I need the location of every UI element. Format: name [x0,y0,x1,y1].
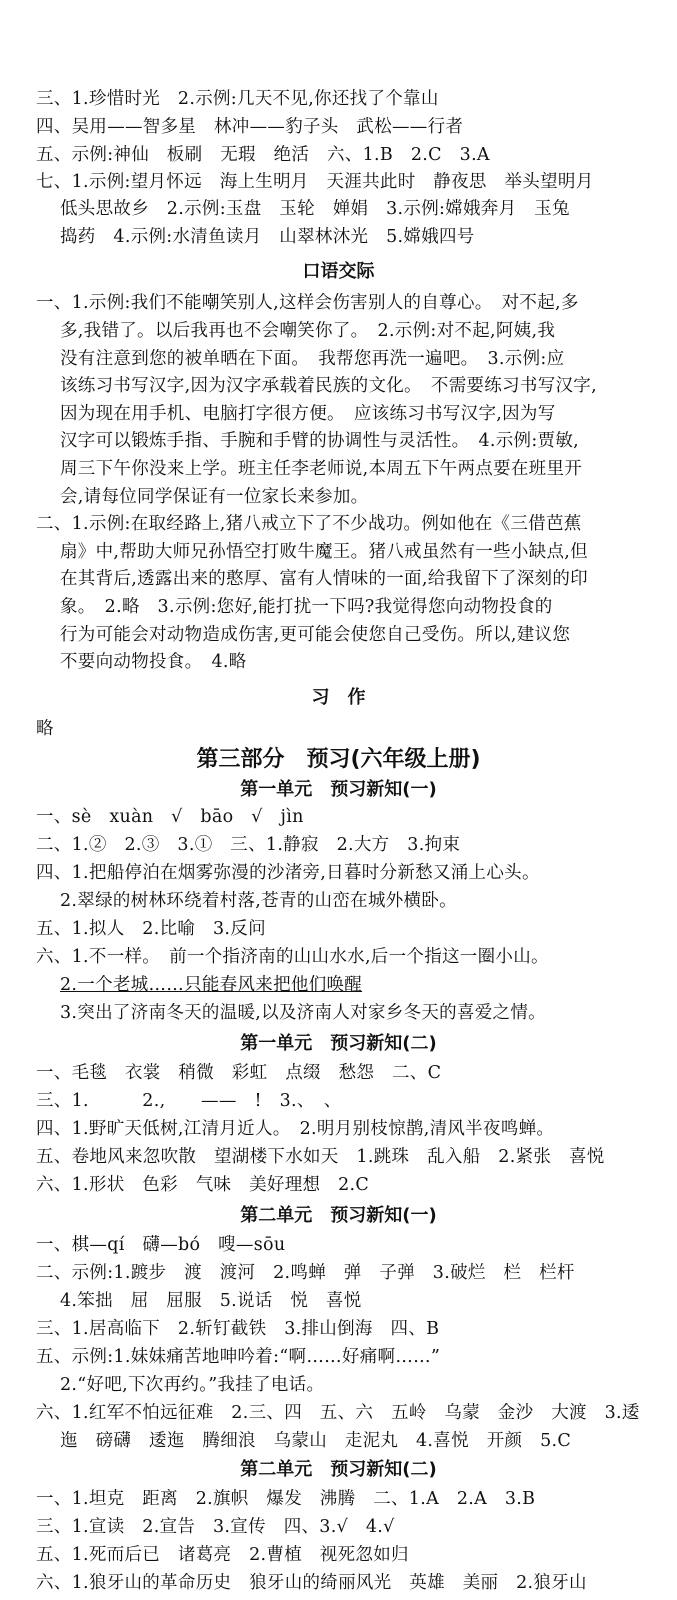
text-line: 三、1. 2., —— ! 3.、 、 [36,1091,342,1111]
text-line: 五、1.死而后已 诸葛亮 2.曹植 视死忽如归 [36,1545,409,1565]
text-line: 汉字可以锻炼手指、手腕和手臂的协调性与灵活性。 4.示例:贾敏, [60,431,580,451]
text-line: 周三下午你没来上学。班主任李老师说,本周五下午两点要在班里开 [60,459,583,479]
text-line: 一、毛毯 衣裳 稍微 彩虹 点缀 愁怨 二、C [36,1063,442,1083]
text-line: 3.突出了济南冬天的温暖,以及济南人对家乡冬天的喜爱之情。 [60,1003,546,1023]
section-heading: 口语交际 [302,261,375,282]
text-line: 低头思故乡 2.示例:玉盘 玉轮 婵娟 3.示例:嫦娥奔月 玉兔 [60,199,570,219]
text-line: 略 [36,719,54,739]
text-line: 迤 磅礴 逶迤 腾细浪 乌蒙山 走泥丸 4.喜悦 开颜 5.C [60,1431,572,1451]
text-line: 2.翠绿的树林环绕着村落,苍青的山峦在城外横卧。 [60,891,457,911]
text-line: 一、1.示例:我们不能嘲笑别人,这样会伤害别人的自尊心。 对不起,多 [36,293,579,313]
text-line: 扇》中,帮助大师兄孙悟空打败牛魔王。猪八戒虽然有一些小缺点,但 [60,542,588,562]
section-heading: 习 作 [311,687,366,708]
text-line: 五、示例:神仙 板刷 无瑕 绝活 六、1.B 2.C 3.A [36,145,490,165]
text-line: 四、吴用——智多星 林冲——豹子头 武松——行者 [36,117,464,137]
text-line: 六、1.形状 色彩 气味 美好理想 2.C [36,1175,370,1195]
text-line: 一、sè xuàn √ bāo √ jìn [36,807,304,827]
text-line: 多,我错了。以后我再也不会嘲笑你了。 2.示例:对不起,阿姨,我 [60,321,556,341]
text-line: 没有注意到您的被单晒在下面。 我帮您再洗一遍吧。 3.示例:应 [60,349,565,369]
underlined-line: 2.一个老城……只能春风来把他们唤醒 [60,975,363,995]
text-line: 4.笨拙 屈 屈服 5.说话 悦 喜悦 [60,1291,362,1311]
text-line: 不要向动物投食。 4.略 [60,652,247,672]
text-line: 一、1.坦克 距离 2.旗帜 爆发 沸腾 二、1.A 2.A 3.B [36,1489,536,1509]
text-line: 二、示例:1.踱步 渡 渡河 2.鸣蝉 弹 子弹 3.破烂 栏 栏杆 [36,1263,575,1283]
text-line: 三、1.居高临下 2.斩钉截铁 3.排山倒海 四、B [36,1319,440,1339]
text-line: 四、1.把船停泊在烟雾弥漫的沙渚旁,日暮时分新愁又涌上心头。 [36,863,540,883]
text-line: 行为可能会对动物造成伤害,更可能会使您自己受伤。所以,建议您 [60,625,571,645]
text-line: 五、卷地风来忽吹散 望湖楼下水如天 1.跳珠 乱入船 2.紧张 喜悦 [36,1147,605,1167]
text-line: 二、1.② 2.③ 3.① 三、1.静寂 2.大方 3.拘束 [36,835,461,855]
text-line: 三、1.宣读 2.宣告 3.宣传 四、3.√ 4.√ [36,1517,395,1537]
text-line: 三、1.珍惜时光 2.示例:几天不见,你还找了个靠山 [36,89,439,109]
unit-heading: 第二单元 预习新知(二) [240,1459,437,1480]
text-line: 二、1.示例:在取经路上,猪八戒立下了不少战功。例如他在《三借芭蕉 [36,514,582,534]
text-line: 一、棋—qí 礴—bó 嗖—sōu [36,1235,286,1255]
text-line: 捣药 4.示例:水清鱼读月 山翠林沐光 5.嫦娥四号 [60,227,475,247]
text-line: 2.“好吧,下次再约。”我挂了电话。 [60,1375,325,1395]
part-title: 第三部分 预习(六年级上册) [196,747,481,772]
text-line: 六、1.不一样。 前一个指济南的山山水水,后一个指这一圈小山。 [36,947,549,967]
text-line: 六、1.狼牙山的革命历史 狼牙山的绮丽风光 英雄 美丽 2.狼牙山 [36,1573,587,1593]
text-line: 象。 2.略 3.示例:您好,能打扰一下吗?我觉得您向动物投食的 [60,597,553,617]
text-line: 在其背后,透露出来的憨厚、富有人情味的一面,给我留下了深刻的印 [60,569,588,589]
text-line: 因为现在用手机、电脑打字很方便。 应该练习书写汉字,因为写 [60,404,556,424]
text-line: 该练习书写汉字,因为汉字承载着民族的文化。 不需要练习书写汉字, [60,376,597,396]
text-line: 七、1.示例:望月怀远 海上生明月 天涯共此时 静夜思 举头望明月 [36,172,594,192]
unit-heading: 第二单元 预习新知(一) [240,1205,437,1226]
text-line: 会,请每位同学保证有一位家长来参加。 [60,487,369,507]
text-line: 四、1.野旷天低树,江清月近人。 2.明月别枝惊鹊,清风半夜鸣蝉。 [36,1119,555,1139]
unit-heading: 第一单元 预习新知(二) [240,1033,437,1054]
text-line: 五、1.拟人 2.比喻 3.反问 [36,919,266,939]
text-line: 五、示例:1.妹妹痛苦地呻吟着:“啊……好痛啊……” [36,1347,441,1367]
unit-heading: 第一单元 预习新知(一) [240,779,437,800]
text-line: 六、1.红军不怕远征难 2.三、四 五、六 五岭 乌蒙 金沙 大渡 3.逶 [36,1403,640,1423]
